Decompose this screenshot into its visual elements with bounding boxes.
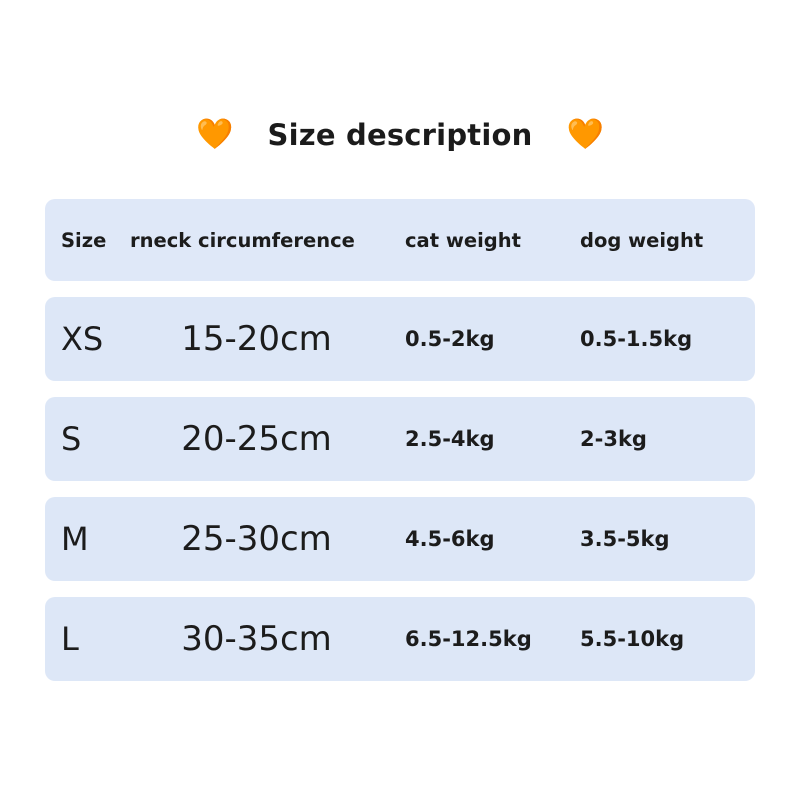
cell-cat-weight: 2.5-4kg	[405, 427, 495, 451]
page-title: Size description	[267, 118, 533, 152]
cell-cat-weight: 0.5-2kg	[405, 327, 495, 351]
table-row	[45, 297, 755, 381]
cell-neck-circumference: 20-25cm	[181, 419, 332, 459]
cell-size: L	[61, 620, 79, 658]
cell-cat-weight: 6.5-12.5kg	[405, 627, 532, 651]
cell-dog-weight: 0.5-1.5kg	[580, 327, 693, 351]
table-header-row	[45, 199, 755, 281]
header-cell-dog-weight: dog weight	[580, 228, 704, 252]
cell-size: XS	[61, 320, 104, 358]
table-row	[45, 597, 755, 681]
table-row	[45, 497, 755, 581]
cell-neck-circumference: 25-30cm	[181, 519, 332, 559]
cell-dog-weight: 3.5-5kg	[580, 527, 670, 551]
cell-neck-circumference: 15-20cm	[181, 319, 332, 359]
header-cell-size: Size	[61, 228, 107, 252]
cell-size: M	[61, 520, 89, 558]
header-cell-neck-circumference: rneck circumference	[130, 228, 355, 252]
page-title-row	[0, 0, 800, 152]
orange-heart-icon-right: 🧡	[566, 117, 604, 152]
cell-dog-weight: 5.5-10kg	[580, 627, 685, 651]
cell-cat-weight: 4.5-6kg	[405, 527, 495, 551]
size-table	[45, 199, 755, 681]
cell-size: S	[61, 420, 82, 458]
cell-dog-weight: 2-3kg	[580, 427, 647, 451]
orange-heart-icon-left: 🧡	[196, 117, 234, 152]
cell-neck-circumference: 30-35cm	[181, 619, 332, 659]
table-row	[45, 397, 755, 481]
header-cell-cat-weight: cat weight	[405, 228, 521, 252]
